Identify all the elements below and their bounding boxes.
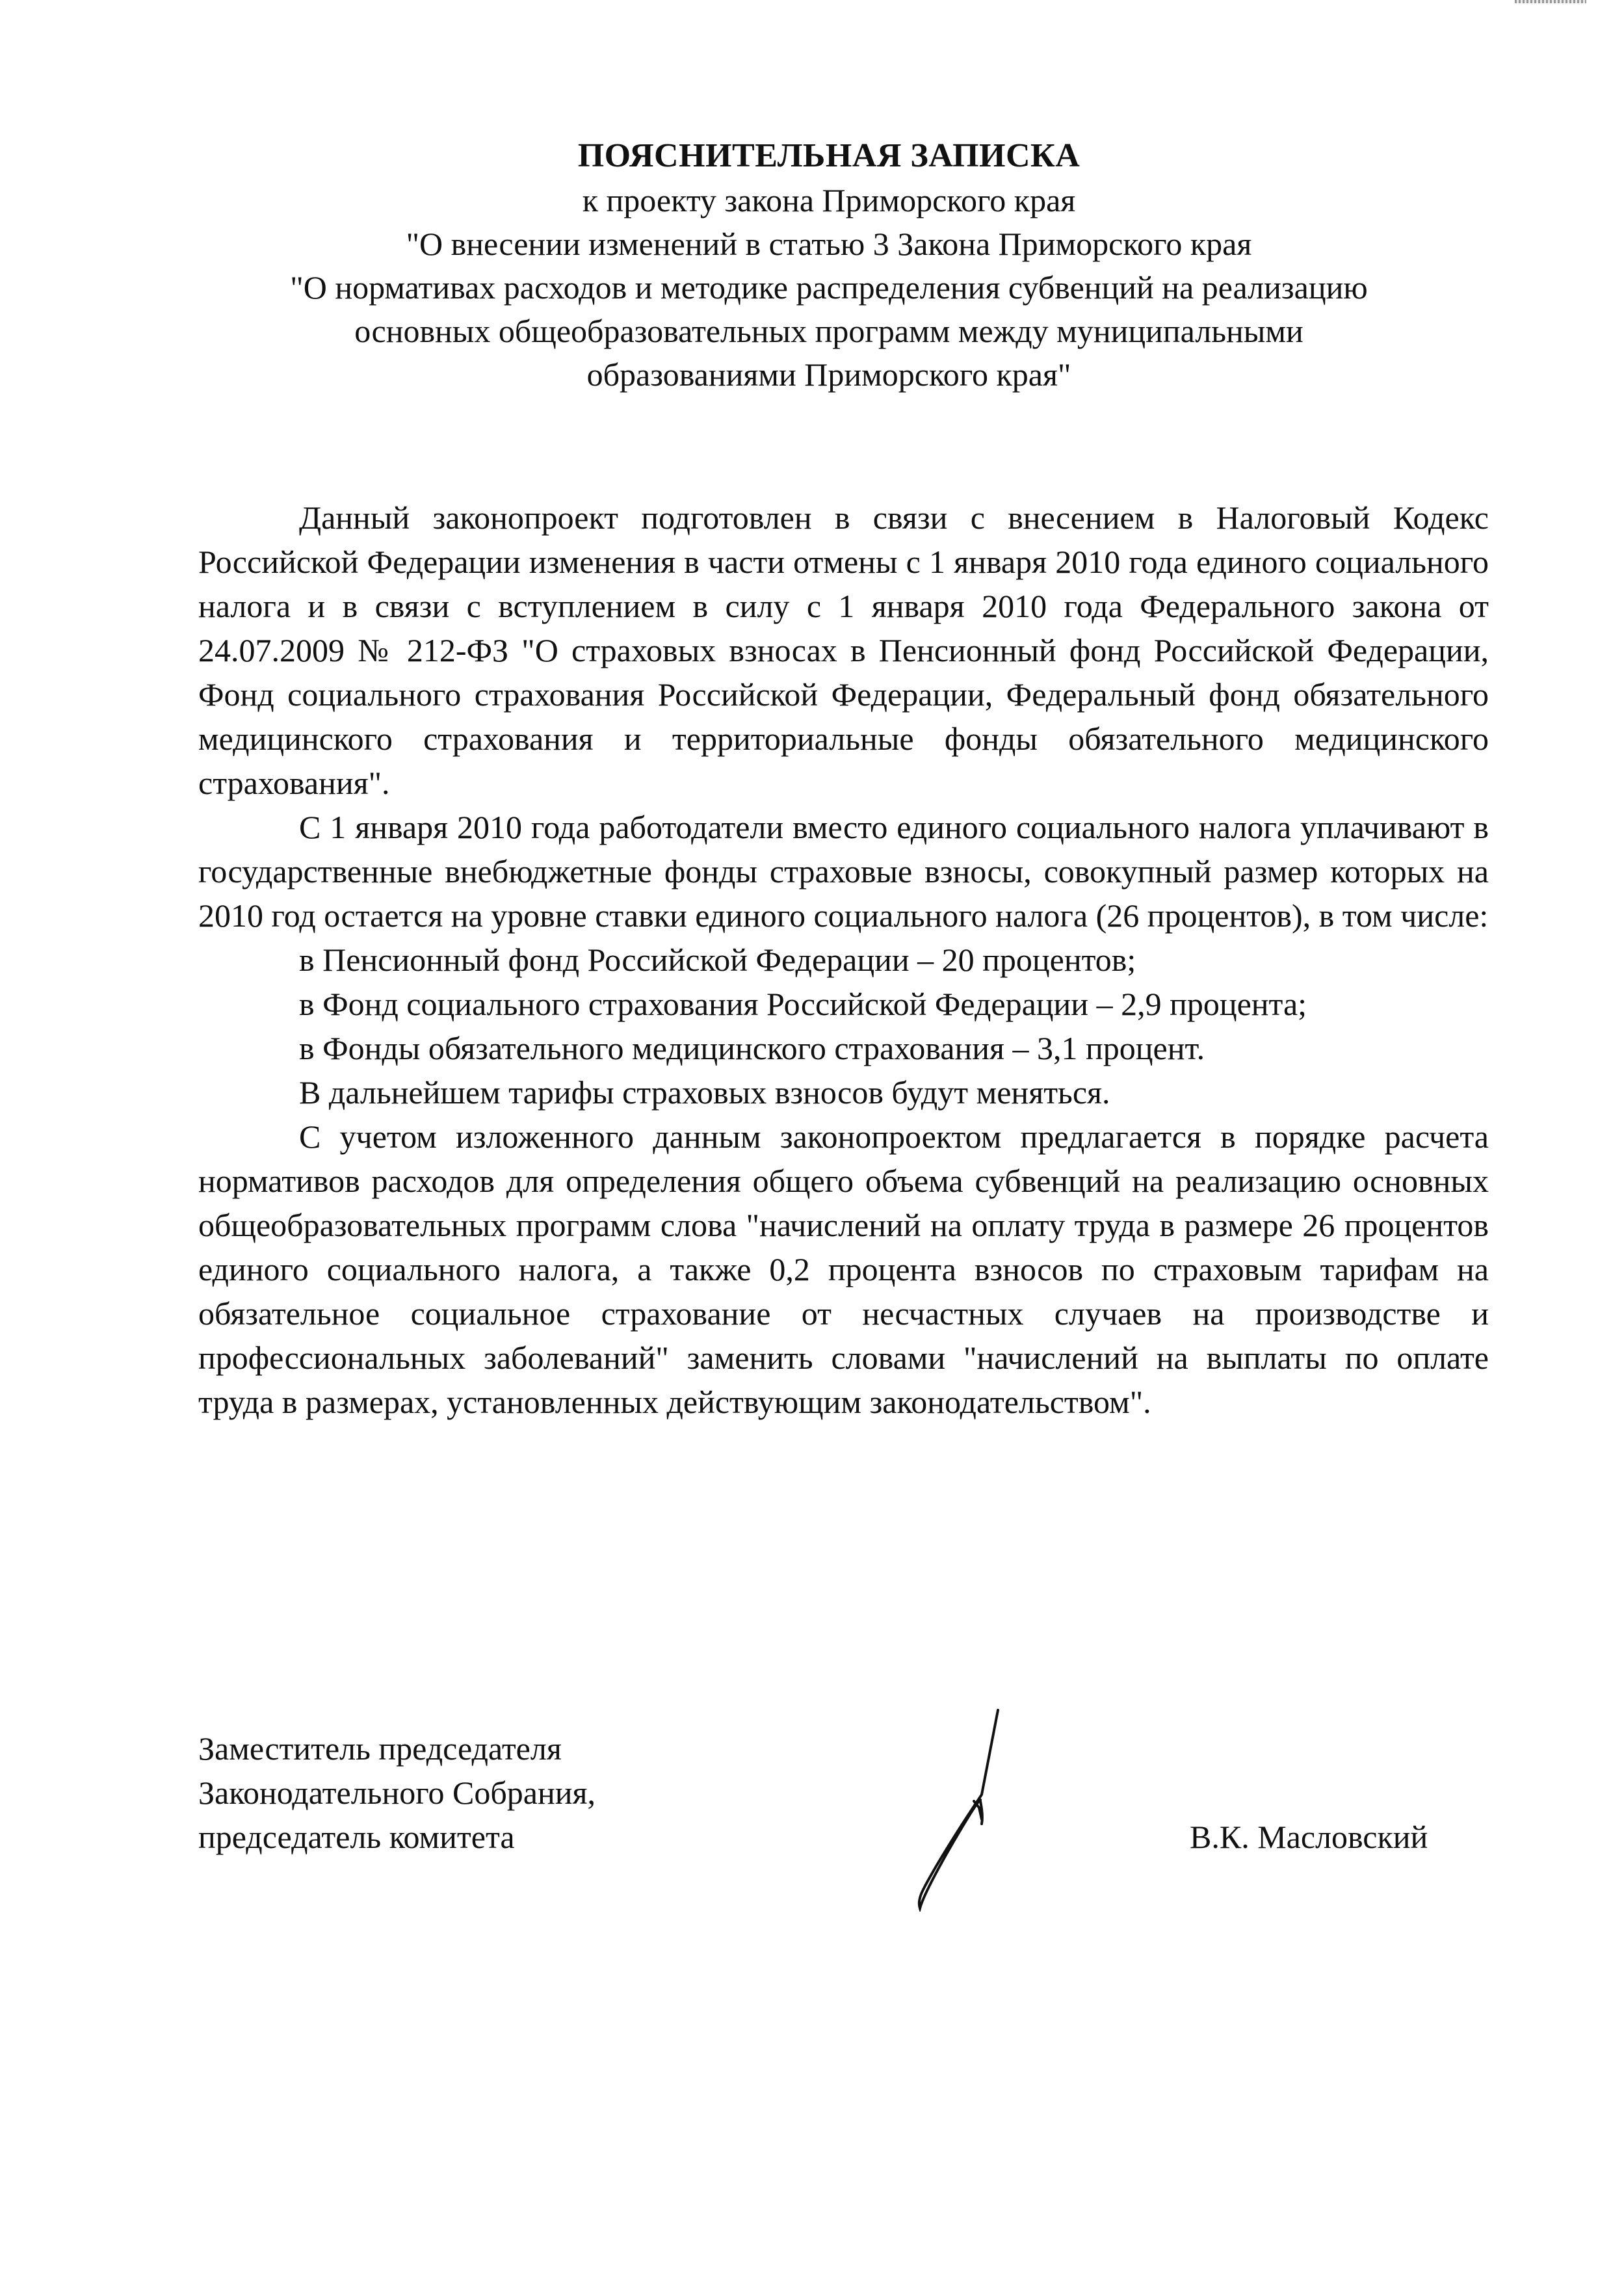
signatory-name: В.К. Масловский [1190, 1819, 1428, 1855]
position-line: Заместитель председателя [198, 1730, 562, 1767]
paragraph: В дальнейшем тарифы страховых взносов будут меняться. [299, 1074, 1110, 1111]
document-body [198, 495, 1489, 1424]
paragraph: С 1 января 2010 года работодатели вместо единого социального налога уплачивают в государственные внебюджетные фонды страховые взносы, совокупный размер которых на 2010 год остается на уровне ставки единого социального налога (26 процентов), в том числе: [198, 809, 1489, 934]
paragraph: Данный законопроект подготовлен в связи с внесением в Налоговый Кодекс Российской Федерации изменения в части отмены с 1 января 2010 года единого социального налога и в связи с вступлением в силу с 1 января 2010 года Федерального закона от 24.07.2009 № 212-ФЗ "О страховых взносах в Пенсионный фонд Российской Федерации, Фонд социального страхования Российской Федерации, Федеральный фонд обязательного медицинского страхования и территориальные фонды обязательного медицинского страхования". [198, 499, 1489, 801]
paragraph-list-item: в Фонды обязательного медицинского страхования – 3,1 процент. [299, 1030, 1205, 1066]
subtitle-line: к проекту закона Приморского края [582, 182, 1076, 218]
position-line: председатель комитета [198, 1819, 515, 1855]
position-line: Законодательного Собрания, [198, 1774, 596, 1811]
handwritten-signature-icon [858, 1704, 1001, 1912]
document-header [195, 133, 1463, 397]
subtitle-line: образованиями Приморского края" [586, 356, 1071, 393]
paragraph-list-item: в Фонд социального страхования Российской Федерации – 2,9 процента; [299, 986, 1307, 1022]
subtitle-line: "О внесении изменений в статью 3 Закона Приморского края [406, 226, 1252, 262]
paragraph: С учетом изложенного данным законопроектом предлагается в порядке расчета нормативов расходов для определения общего объема субвенций на реализацию основных общеобразовательных программ слова "начислений на оплату труда в размере 26 процентов единого социального налога, а также 0,2 процента взносов по страховым тарифам на обязательное социальное страхование от несчастных случаев на производстве и профессиональных заболеваний" заменить словами "начислений на выплаты по оплате труда в размерах, установленных действующим законодательством". [198, 1118, 1489, 1420]
paragraph-list-item: в Пенсионный фонд Российской Федерации – 20 процентов; [299, 942, 1136, 978]
subtitle-line: основных общеобразовательных программ между муниципальными [354, 313, 1303, 349]
signatory-position [198, 1726, 596, 1859]
document-title: ПОЯСНИТЕЛЬНАЯ ЗАПИСКА [577, 137, 1080, 174]
subtitle-line: "О нормативах расходов и методике распределения субвенций на реализацию [290, 269, 1368, 306]
scan-artifact [1515, 0, 1586, 3]
